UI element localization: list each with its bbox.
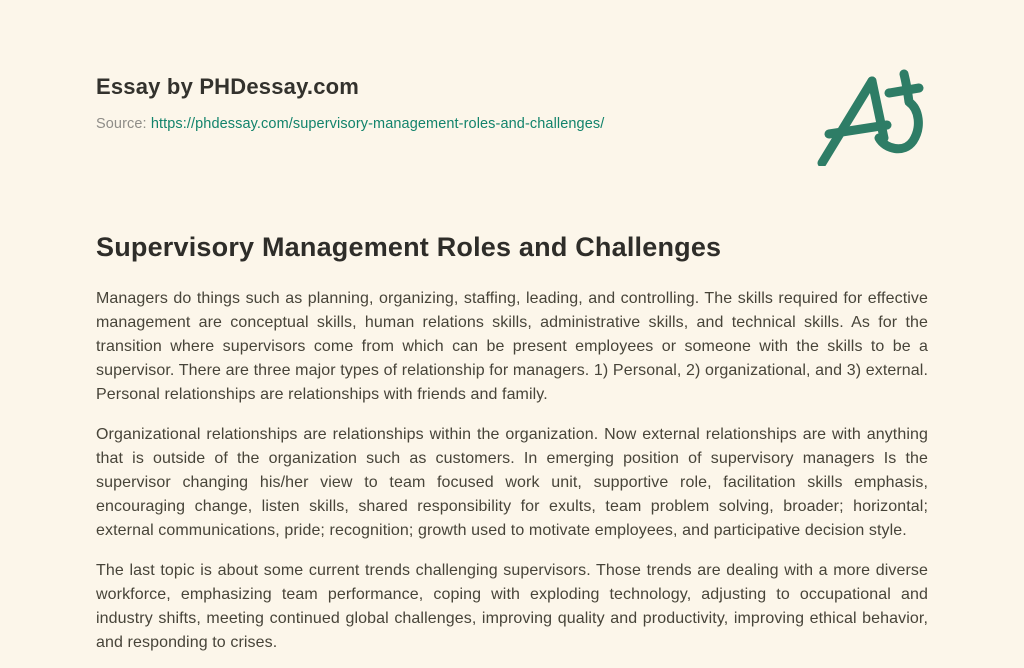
essay-paragraph: Organizational relationships are relationships within the organization. Now external relationships are with anything that is outside of the organization such as customers. In emerging position of supervisory managers Is the supervisor changing his/her view to team focused work unit, supportive role, facilitation skills emphasis, encouraging change, listen skills, shared responsibility for exults, team problem solving, broader; horizontal; external communications, pride; recognition; growth used to motivate employees, and participative decision style.: [96, 426, 928, 539]
essay-paragraph: The last topic is about some current trends challenging supervisors. Those trends are dealing with a more diverse workforce, emphasizing team performance, coping with exploding technology, adjusting to occupational and industry shifts, meeting continued global challenges, improving quality and productivity, improving ethical behavior, and responding to crises.: [96, 562, 928, 651]
source-label: Source:: [96, 116, 147, 132]
source-line: [96, 116, 604, 132]
site-title: Essay by PHDessay.com: [96, 74, 360, 99]
a-plus-logo-icon: [816, 66, 928, 166]
page-header: [96, 62, 928, 166]
essay-title: Supervisory Management Roles and Challenges: [96, 232, 722, 262]
essay-body: [96, 287, 928, 655]
source-url-link[interactable]: https://phdessay.com/supervisory-management-roles-and-challenges/: [150, 116, 605, 132]
essay-paragraph: Managers do things such as planning, organizing, staffing, leading, and controlling. The skills required for effective management are conceptual skills, human relations skills, administrative skills, and technical skills. As for the transition where supervisors come from which can be present employees or someone with the skills to be a supervisor. There are three major types of relationship for managers. 1) Personal, 2) organizational, and 3) external. Personal relationships are relationships with friends and family.: [96, 290, 928, 403]
header-text-block: [96, 62, 604, 132]
